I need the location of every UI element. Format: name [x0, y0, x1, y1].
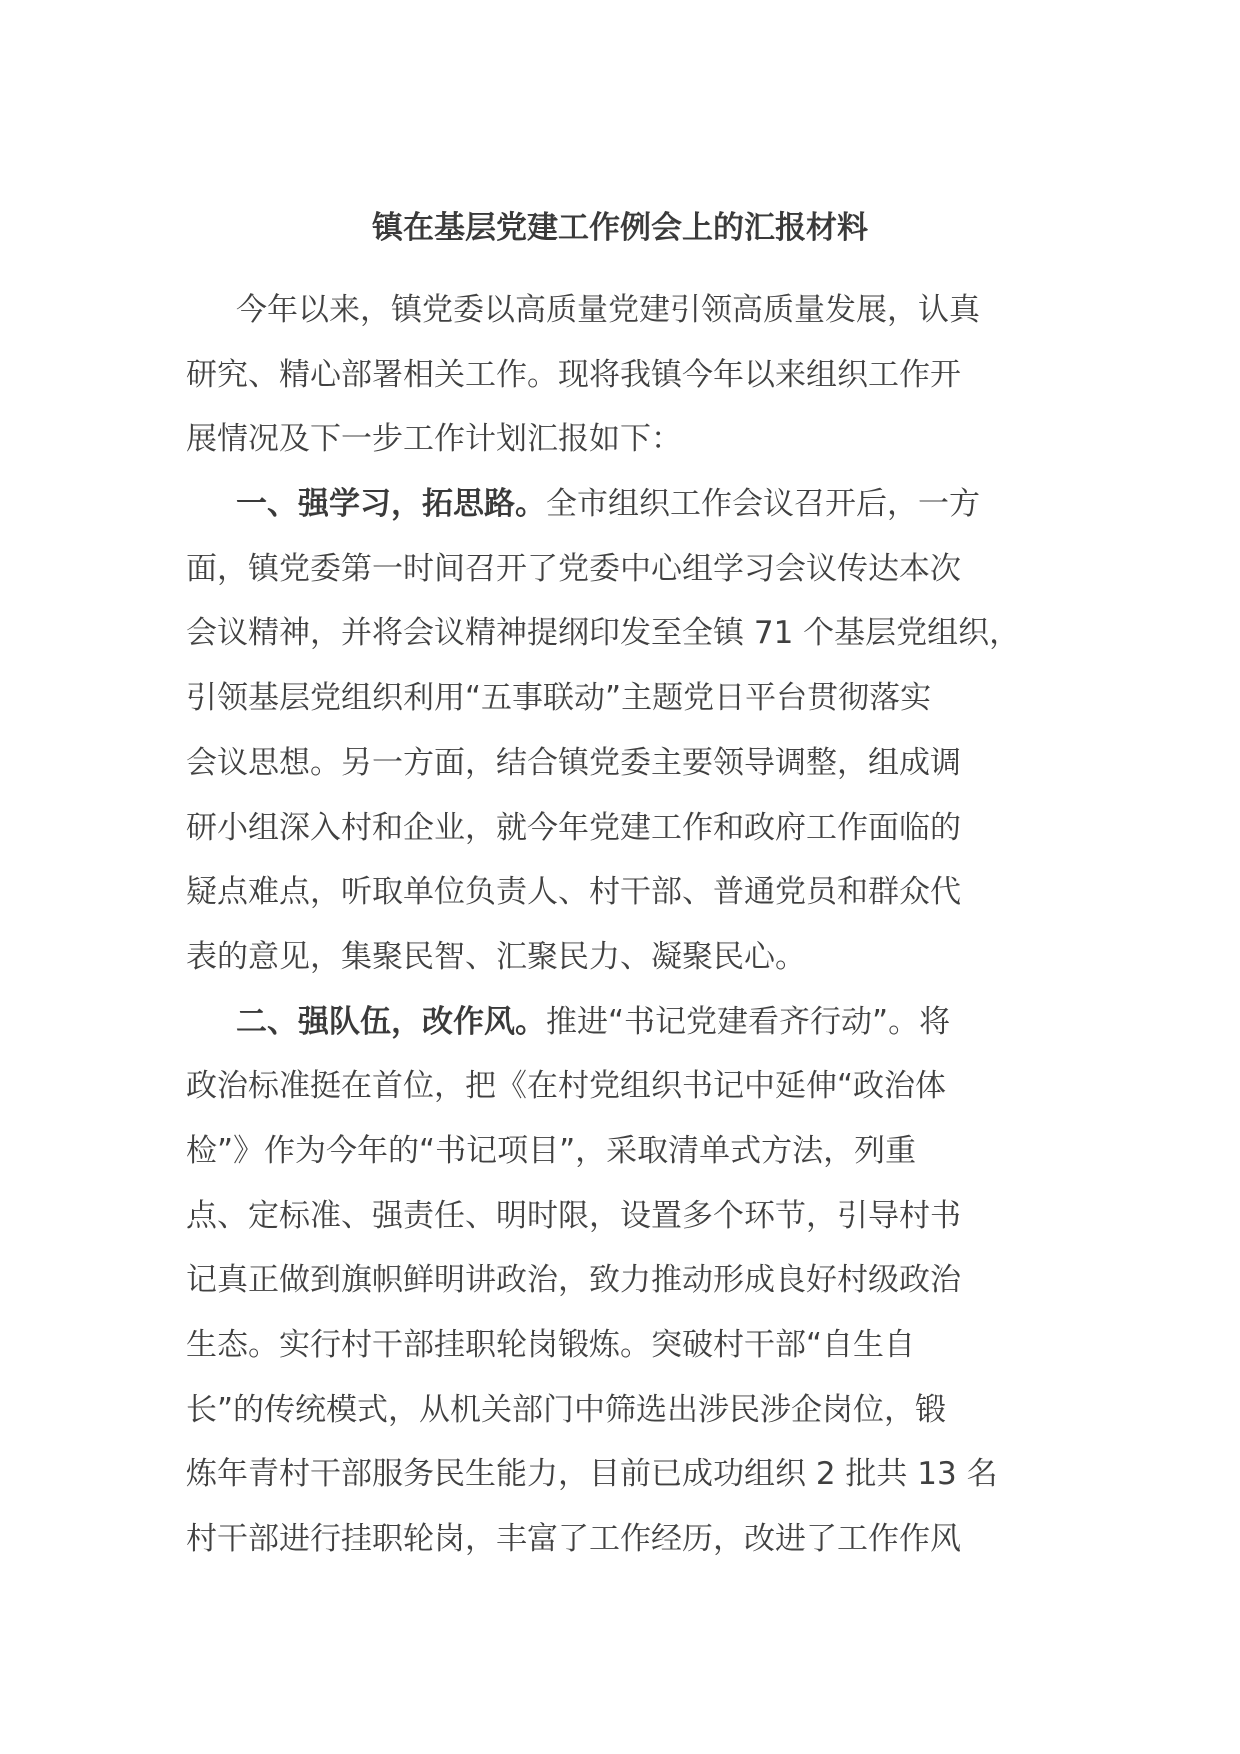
line-text: 政治标准挺在首位，把《在村党组织书记中延伸“政治体 — [186, 1068, 947, 1105]
line-text: 展情况及下一步工作计划汇报如下： — [186, 421, 682, 458]
line-text: 会议思想。另一方面，结合镇党委主要领导调整，组成调 — [186, 744, 961, 781]
line-text: 推进“书记党建看齐行动”。将 — [546, 1003, 951, 1040]
text-line — [186, 1119, 1056, 1184]
line-text: 生态。实行村干部挂职轮岗锻炼。突破村干部“自生自 — [186, 1327, 916, 1363]
section-lead-2: 二、强队伍，改作风。 — [236, 1003, 546, 1040]
text-line — [186, 601, 1056, 666]
text-line — [186, 666, 1056, 731]
text-line — [186, 537, 1056, 602]
line-text: 疑点难点，听取单位负责人、村干部、普通党员和群众代 — [186, 874, 961, 911]
line-text: 研究、精心部署相关工作。现将我镇今年以来组织工作开 — [186, 356, 961, 393]
text-line — [186, 1313, 1056, 1378]
text-line — [186, 860, 1056, 925]
text-line — [186, 796, 1056, 861]
line-text: 表的意见，集聚民智、汇聚民力、凝聚民心。 — [186, 938, 806, 975]
text-line — [186, 278, 1056, 343]
section-heading-line — [186, 472, 1056, 537]
line-text: 检”》作为今年的“书记项目”，采取清单式方法，列重 — [186, 1132, 917, 1169]
document-body — [186, 278, 1056, 1572]
line-text: 村干部进行挂职轮岗，丰富了工作经历，改进了工作作风 — [186, 1521, 961, 1558]
text-line — [186, 925, 1056, 990]
text-line — [186, 407, 1056, 472]
section-heading-line — [186, 990, 1056, 1055]
line-text: 研小组深入村和企业，就今年党建工作和政府工作面临的 — [186, 809, 961, 846]
line-text: 面，镇党委第一时间召开了党委中心组学习会议传达本次 — [186, 550, 961, 587]
document-title: 镇在基层党建工作例会上的汇报材料 — [372, 210, 868, 246]
line-text: 今年以来，镇党委以高质量党建引领高质量发展，认真 — [236, 292, 980, 328]
line-text: 会议精神，并将会议精神提纲印发至全镇 71 个基层党组织， — [186, 615, 1021, 652]
text-line — [186, 1184, 1056, 1249]
text-line — [186, 1054, 1056, 1119]
line-text: 长”的传统模式，从机关部门中筛选出涉民涉企岗位，锻 — [186, 1391, 947, 1428]
line-text: 点、定标准、强责任、明时限，设置多个环节，引导村书 — [186, 1197, 961, 1234]
text-line — [186, 343, 1056, 408]
line-text: 炼年青村干部服务民生能力，目前已成功组织 2 批共 13 名 — [186, 1456, 998, 1493]
text-line — [186, 1442, 1056, 1507]
line-text: 记真正做到旗帜鲜明讲政治，致力推动形成良好村级政治 — [186, 1262, 961, 1299]
line-text: 全市组织工作会议召开后，一方 — [546, 486, 980, 523]
text-line — [186, 1378, 1056, 1443]
section-lead-1: 一、强学习，拓思路。 — [236, 486, 546, 523]
text-line — [186, 731, 1056, 796]
text-line — [186, 1248, 1056, 1313]
line-text: 引领基层党组织利用“五事联动”主题党日平台贯彻落实 — [186, 680, 932, 717]
text-line — [186, 1507, 1056, 1572]
